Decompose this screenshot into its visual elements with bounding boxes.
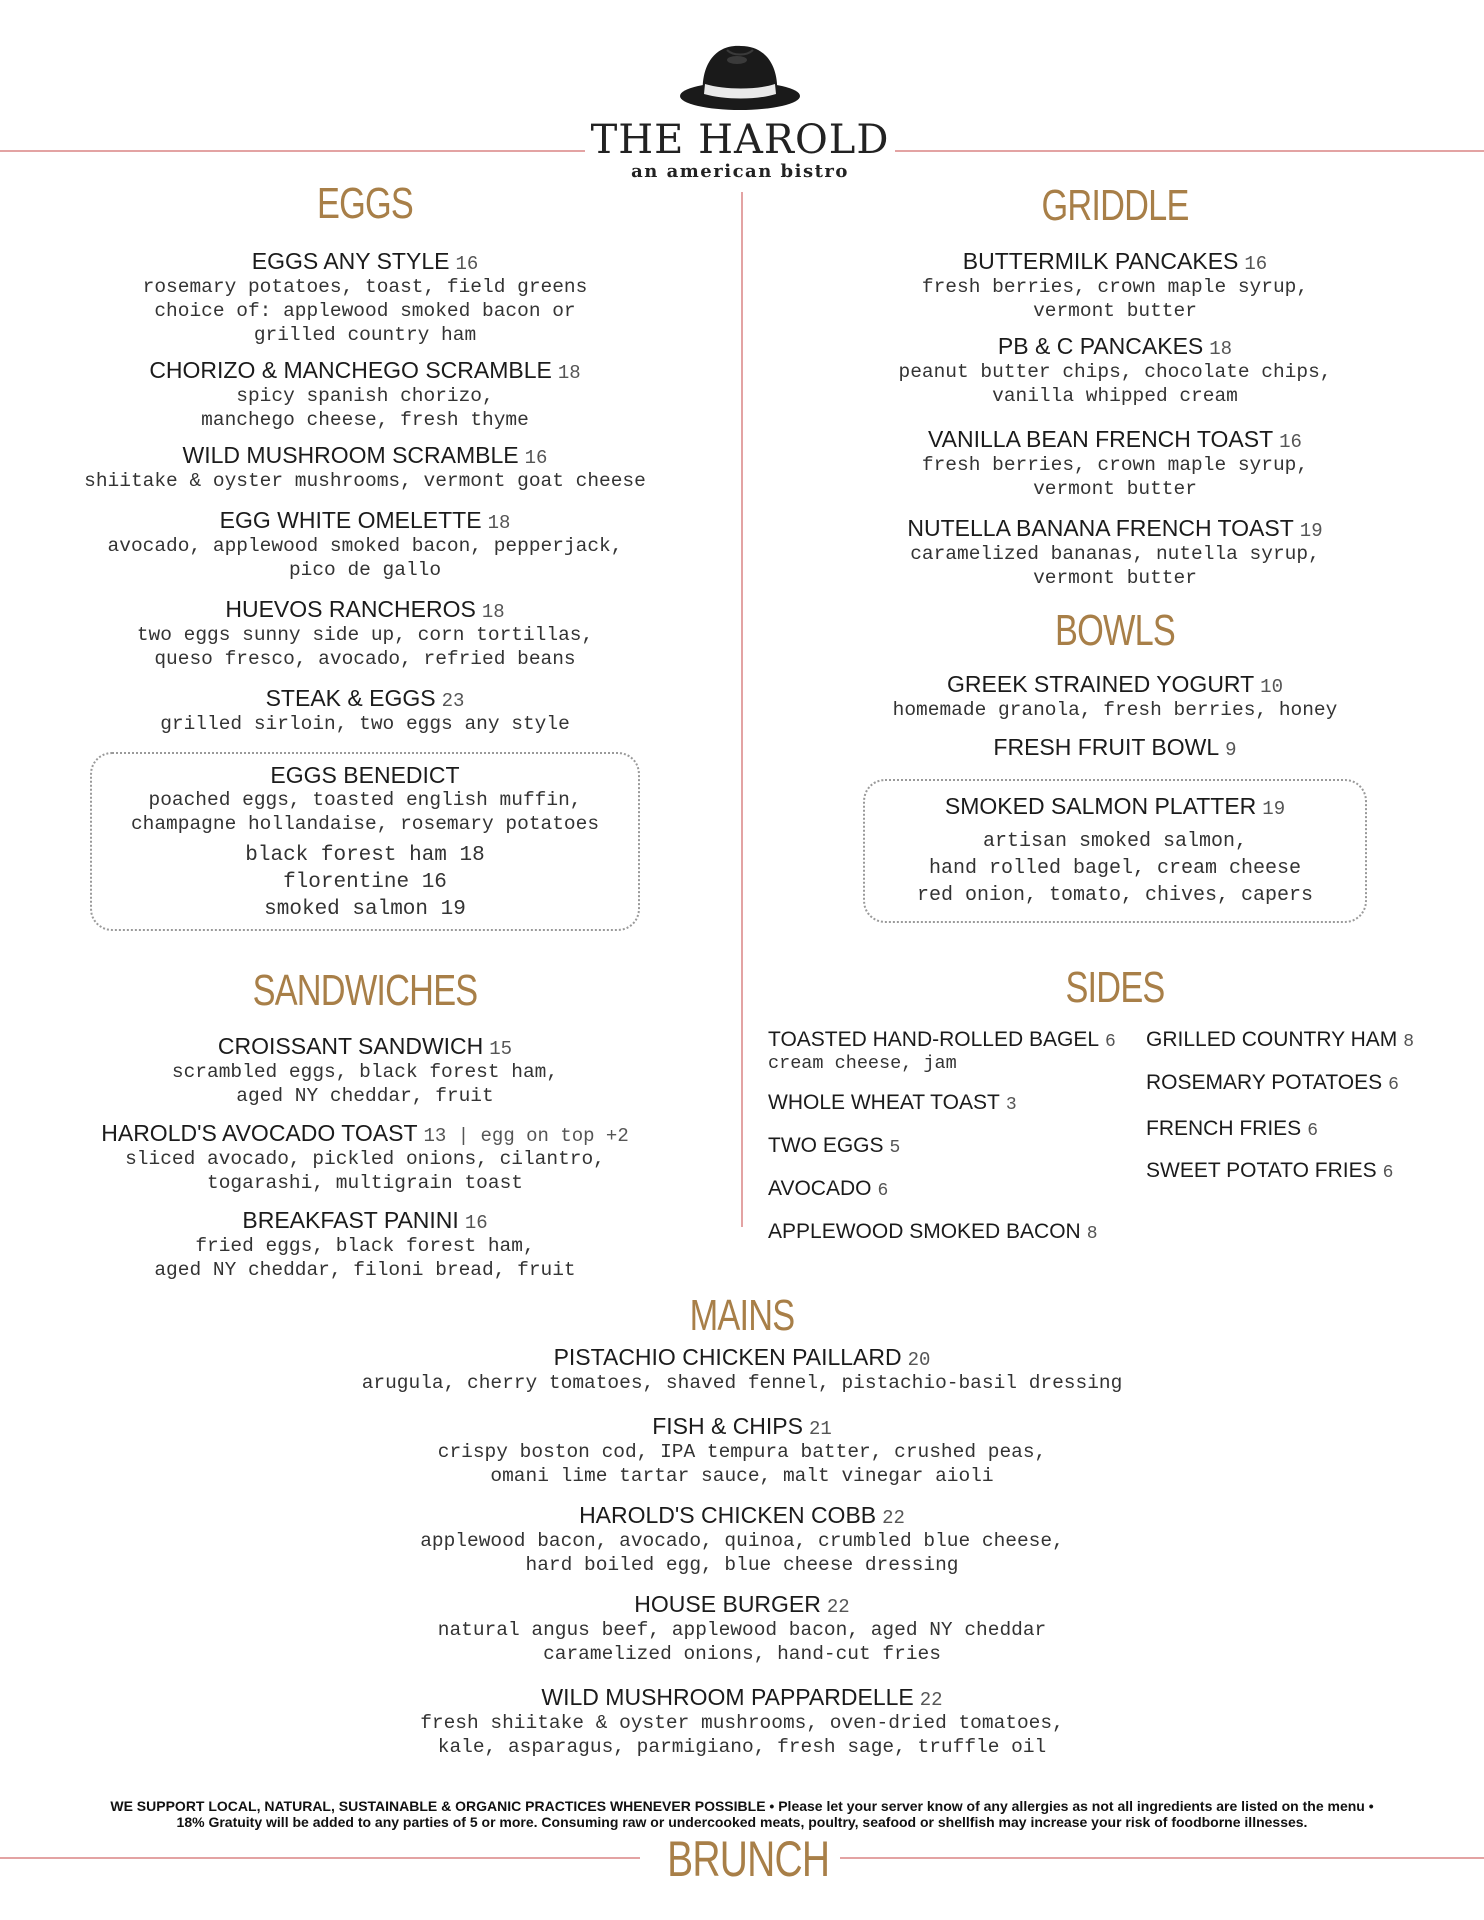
menu-item — [30, 1207, 700, 1282]
item-price: 18 — [1209, 338, 1233, 360]
side-item — [768, 1028, 1138, 1054]
item-price: 18 — [481, 601, 505, 623]
side-item — [1146, 1071, 1466, 1097]
item-price: 9 — [1225, 739, 1237, 761]
item-name: FRENCH FRIES — [1146, 1117, 1302, 1140]
item-name: GRILLED COUNTRY HAM — [1146, 1028, 1398, 1051]
side-item — [1146, 1117, 1466, 1143]
item-description: homemade granola, fresh berries, honey — [892, 699, 1338, 721]
menu-item — [242, 1344, 1242, 1395]
footnote-line: WE SUPPORT LOCAL, NATURAL, SUSTAINABLE & ORGANIC PRACTICES WHENEVER POSSIBLE • Please let your server know of any allergies as not all ingredients are listed on the menu • — [110, 1798, 1374, 1814]
benedict-variant: smoked salmon 19 — [264, 898, 466, 921]
item-price: 6 — [1388, 1075, 1399, 1095]
side-item — [1146, 1028, 1466, 1054]
section-heading-sides: SIDES — [1065, 963, 1165, 1012]
item-price: 6 — [1105, 1032, 1116, 1052]
item-price: 6 — [1382, 1163, 1394, 1183]
brunch-title: BRUNCH — [667, 1831, 830, 1887]
item-description: applewood bacon, avocado, quinoa, crumbled blue cheese, hard boiled egg, blue cheese dressing — [420, 1530, 1064, 1576]
menu-title — [646, 1828, 838, 1890]
item-price: 18 — [557, 362, 581, 384]
menu-item — [30, 1033, 700, 1108]
side-item — [768, 1220, 1138, 1246]
item-name: PB & C PANCAKES — [997, 333, 1204, 359]
item-price: 10 — [1260, 676, 1283, 698]
item-name: CROISSANT SANDWICH — [217, 1033, 484, 1059]
item-description: fresh berries, crown maple syrup, vermont butter — [921, 454, 1309, 500]
item-description: artisan smoked salmon, hand rolled bagel, cream cheese red onion, tomato, chives, capers — [916, 830, 1314, 907]
sides-left-column — [768, 1028, 1138, 1246]
menu-item — [242, 1502, 1242, 1577]
item-name: FRESH FRUIT BOWL — [993, 734, 1220, 760]
side-item — [768, 1091, 1138, 1117]
item-price: 6 — [877, 1181, 889, 1201]
item-price: 16 — [1244, 253, 1268, 275]
griddle-section — [780, 180, 1450, 590]
top-rule-right — [895, 150, 1484, 152]
item-price: 22 — [826, 1596, 850, 1618]
item-price: 21 — [809, 1418, 832, 1440]
menu-footnote — [40, 1798, 1444, 1830]
brand-tagline: an american bistro — [631, 161, 849, 182]
fedora-hat-icon — [675, 38, 805, 116]
item-name: HUEVOS RANCHEROS — [225, 596, 476, 622]
item-name: TOASTED HAND-ROLLED BAGEL — [768, 1028, 1100, 1051]
menu-item — [780, 333, 1450, 408]
mains-section — [242, 1290, 1242, 1759]
brand-name: THE HAROLD — [590, 117, 890, 163]
item-name: EGG WHITE OMELETTE — [219, 507, 482, 533]
item-description: fresh shiitake & oyster mushrooms, oven-dried tomatoes, kale, asparagus, parmigiano, fresh sage, truffle oil — [420, 1712, 1064, 1758]
bottom-rule-left — [0, 1857, 640, 1859]
item-name: HOUSE BURGER — [634, 1591, 821, 1617]
item-name: CHORIZO & MANCHEGO SCRAMBLE — [149, 357, 552, 383]
restaurant-logo — [590, 38, 890, 188]
item-name: AVOCADO — [768, 1177, 872, 1200]
item-name: WHOLE WHEAT TOAST — [768, 1091, 1000, 1114]
sandwiches-section — [30, 965, 700, 1282]
item-name: WILD MUSHROOM PAPPARDELLE — [541, 1684, 914, 1710]
item-price: 19 — [1299, 520, 1323, 542]
section-heading-bowls: BOWLS — [1054, 606, 1176, 655]
side-item — [768, 1134, 1138, 1160]
menu-item — [30, 1120, 700, 1195]
eggs-section — [30, 178, 700, 931]
menu-item — [780, 515, 1450, 590]
item-price: 5 — [889, 1138, 901, 1158]
item-name: SMOKED SALMON PLATTER — [944, 793, 1257, 819]
item-name: EGGS BENEDICT — [270, 762, 460, 788]
item-price: 22 — [882, 1507, 905, 1529]
item-description: grilled sirloin, two eggs any style — [160, 713, 570, 735]
menu-item — [30, 685, 700, 736]
sides-heading-wrap — [780, 962, 1450, 1014]
item-name: WILD MUSHROOM SCRAMBLE — [182, 442, 519, 468]
item-name: GREEK STRAINED YOGURT — [947, 671, 1255, 697]
smoked-salmon-platter-box — [863, 779, 1367, 923]
eggs-benedict-box — [90, 752, 640, 931]
section-heading-mains: MAINS — [689, 1291, 795, 1340]
item-name: VANILLA BEAN FRENCH TOAST — [928, 426, 1274, 452]
item-description: peanut butter chips, chocolate chips, vanilla whipped cream — [898, 361, 1332, 407]
bottom-rule-right — [840, 1857, 1484, 1859]
footnote-line: 18% Gratuity will be added to any parties of 5 or more. Consuming raw or undercooked meats, poultry, seafood or shellfish may increase your risk of foodborne illnesses. — [176, 1814, 1308, 1830]
item-name: HAROLD'S CHICKEN COBB — [579, 1502, 877, 1528]
item-description: natural angus beef, applewood bacon, aged NY cheddar caramelized onions, hand-cut fries — [437, 1619, 1047, 1665]
section-heading-griddle: GRIDDLE — [1041, 181, 1189, 230]
item-price: 8 — [1086, 1224, 1098, 1244]
item-price: 20 — [907, 1349, 931, 1371]
item-description: poached eggs, toasted english muffin, champagne hollandaise, rosemary potatoes — [130, 789, 600, 835]
item-description: sliced avocado, pickled onions, cilantro, togarashi, multigrain toast — [125, 1148, 605, 1194]
benedict-variant: black forest ham 18 — [245, 844, 485, 867]
item-price: 23 — [441, 690, 465, 712]
item-price: 16 — [464, 1212, 488, 1234]
benedict-variant: florentine 16 — [283, 871, 447, 894]
item-price: 19 — [1262, 798, 1286, 820]
side-item — [1146, 1159, 1466, 1185]
item-name: HAROLD'S AVOCADO TOAST — [101, 1120, 418, 1146]
top-rule-left — [0, 150, 585, 152]
menu-item — [780, 671, 1450, 722]
menu-item — [30, 357, 700, 432]
item-price: 13 | egg on top +2 — [423, 1125, 629, 1147]
menu-item — [242, 1591, 1242, 1666]
item-description: fresh berries, crown maple syrup, vermont butter — [921, 276, 1309, 322]
item-price: 6 — [1307, 1121, 1318, 1141]
item-name: PISTACHIO CHICKEN PAILLARD — [553, 1344, 902, 1370]
item-price: 16 — [1279, 431, 1302, 453]
item-price: 15 — [489, 1038, 513, 1060]
item-name: APPLEWOOD SMOKED BACON — [768, 1220, 1081, 1243]
item-name: NUTELLA BANANA FRENCH TOAST — [907, 515, 1294, 541]
item-price: 16 — [455, 253, 479, 275]
item-description: arugula, cherry tomatoes, shaved fennel, pistachio-basil dressing — [361, 1372, 1123, 1394]
menu-item — [242, 1684, 1242, 1759]
item-price: 18 — [487, 512, 511, 534]
section-heading-sandwiches: SANDWICHES — [252, 966, 478, 1015]
section-heading-eggs: EGGS — [316, 179, 414, 228]
item-description: caramelized bananas, nutella syrup, vermont butter — [910, 543, 1320, 589]
menu-item — [30, 507, 700, 582]
item-description: spicy spanish chorizo, manchego cheese, fresh thyme — [201, 385, 529, 431]
item-price: 3 — [1005, 1095, 1017, 1115]
sides-right-column — [1146, 1028, 1466, 1185]
item-description: two eggs sunny side up, corn tortillas, queso fresco, avocado, refried beans — [136, 624, 594, 670]
item-description: rosemary potatoes, toast, field greens choice of: applewood smoked bacon or grilled country ham — [142, 276, 588, 346]
item-description: fried eggs, black forest ham, aged NY cheddar, filoni bread, fruit — [154, 1235, 576, 1281]
item-name: ROSEMARY POTATOES — [1146, 1071, 1383, 1094]
menu-item — [30, 248, 700, 347]
item-name: SWEET POTATO FRIES — [1146, 1159, 1377, 1182]
menu-item — [780, 248, 1450, 323]
column-divider — [741, 192, 743, 1227]
item-name: EGGS ANY STYLE — [251, 248, 450, 274]
item-description: scrambled eggs, black forest ham, aged NY cheddar, fruit — [171, 1061, 559, 1107]
item-description: shiitake & oyster mushrooms, vermont goat cheese — [84, 470, 646, 492]
item-description: avocado, applewood smoked bacon, pepperjack, pico de gallo — [107, 535, 623, 581]
item-name: TWO EGGS — [768, 1134, 884, 1157]
item-name: FISH & CHIPS — [652, 1413, 803, 1439]
item-price: 8 — [1403, 1032, 1415, 1052]
item-description: crispy boston cod, IPA tempura batter, crushed peas, omani lime tartar sauce, malt vinegar aioli — [437, 1441, 1047, 1487]
menu-item — [780, 426, 1450, 501]
side-item — [768, 1177, 1138, 1203]
item-name: STEAK & EGGS — [265, 685, 436, 711]
item-price: 22 — [919, 1689, 943, 1711]
item-price: 16 — [524, 447, 548, 469]
item-description: cream cheese, jam — [768, 1053, 957, 1074]
menu-item — [30, 596, 700, 671]
item-name: BUTTERMILK PANCAKES — [962, 248, 1239, 274]
menu-item — [30, 442, 700, 493]
menu-item — [780, 734, 1450, 761]
item-name: BREAKFAST PANINI — [242, 1207, 459, 1233]
bowls-section — [780, 605, 1450, 923]
menu-item — [242, 1413, 1242, 1488]
